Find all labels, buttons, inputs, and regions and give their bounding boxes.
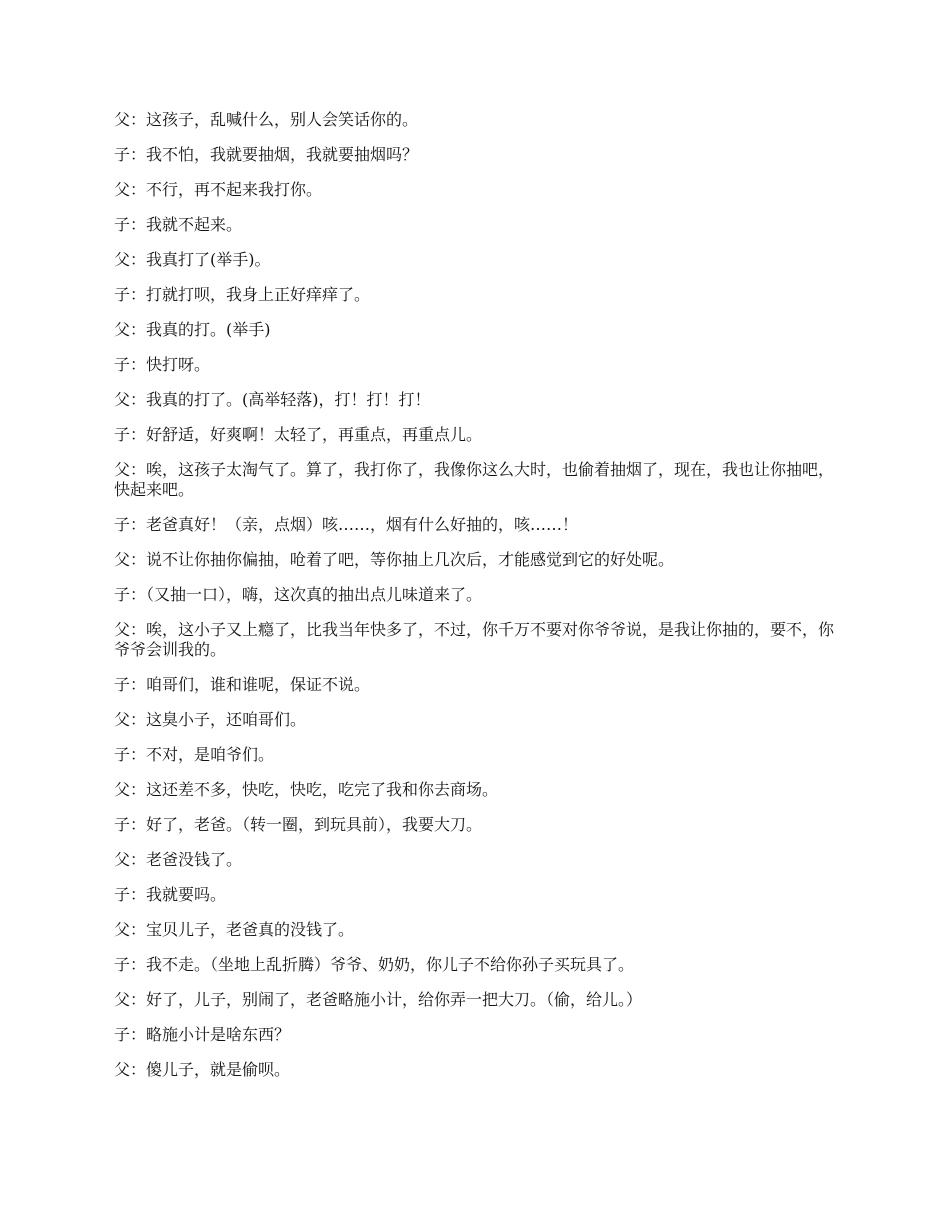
dialogue-line: 父：唉，这孩子太淘气了。算了，我打你了，我像你这么大时，也偷着抽烟了，现在，我也让你抽吧，快起来吧。	[114, 460, 835, 499]
dialogue-line: 子：我就不起来。	[114, 215, 243, 234]
dialogue-line: 父：我真打了(举手)。	[114, 250, 271, 269]
dialogue-line: 父：这臭小子，还咱哥们。	[114, 710, 307, 729]
dialogue-line: 子：打就打呗，我身上正好痒痒了。	[114, 285, 371, 304]
dialogue-line: 子：我不怕，我就要抽烟，我就要抽烟吗？	[114, 145, 419, 164]
dialogue-line: 子：老爸真好！（亲，点烟）咳……，烟有什么好抽的，咳……！	[114, 515, 579, 534]
dialogue-line: 父：这孩子，乱喊什么，别人会笑话你的。	[114, 110, 419, 129]
dialogue-line: 子：（又抽一口），嗨，这次真的抽出点儿味道来了。	[114, 585, 483, 604]
dialogue-line: 父：傻儿子，就是偷呗。	[114, 1060, 291, 1079]
dialogue-line: 父：这还差不多，快吃，快吃，吃完了我和你去商场。	[114, 780, 499, 799]
dialogue-line: 父：我真的打了。(高举轻落)，打！打！打！	[114, 390, 431, 409]
dialogue-line: 子：好了，老爸。（转一圈，到玩具前），我要大刀。	[114, 815, 483, 834]
dialogue-line: 子：我就要吗。	[114, 885, 227, 904]
dialogue-line: 父：老爸没钱了。	[114, 850, 243, 869]
dialogue-line: 父：我真的打。(举手)	[114, 320, 271, 339]
dialogue-line: 子：快打呀。	[114, 355, 211, 374]
dialogue-line: 父：好了，儿子，别闹了，老爸略施小计，给你弄一把大刀。（偷，给儿。）	[114, 990, 643, 1009]
dialogue-line: 父：说不让你抽你偏抽，呛着了吧，等你抽上几次后，才能感觉到它的好处呢。	[114, 550, 675, 569]
dialogue-line: 父：不行，再不起来我打你。	[114, 180, 323, 199]
dialogue-line: 子：咱哥们，谁和谁呢，保证不说。	[114, 675, 371, 694]
dialogue-line: 父：唉，这小子又上瘾了，比我当年快多了，不过，你千万不要对你爷爷说，是我让你抽的，要不，你爷爷会训我的。	[114, 620, 835, 659]
dialogue-line: 子：好舒适，好爽啊！太轻了，再重点，再重点儿。	[114, 425, 483, 444]
dialogue-line: 子：不对，是咱爷们。	[114, 745, 275, 764]
dialogue-line: 父：宝贝儿子，老爸真的没钱了。	[114, 920, 355, 939]
dialogue-line: 子：略施小计是啥东西？	[114, 1025, 291, 1044]
dialogue-line: 子：我不走。（坐地上乱折腾）爷爷、奶奶，你儿子不给你孙子买玩具了。	[114, 955, 635, 974]
